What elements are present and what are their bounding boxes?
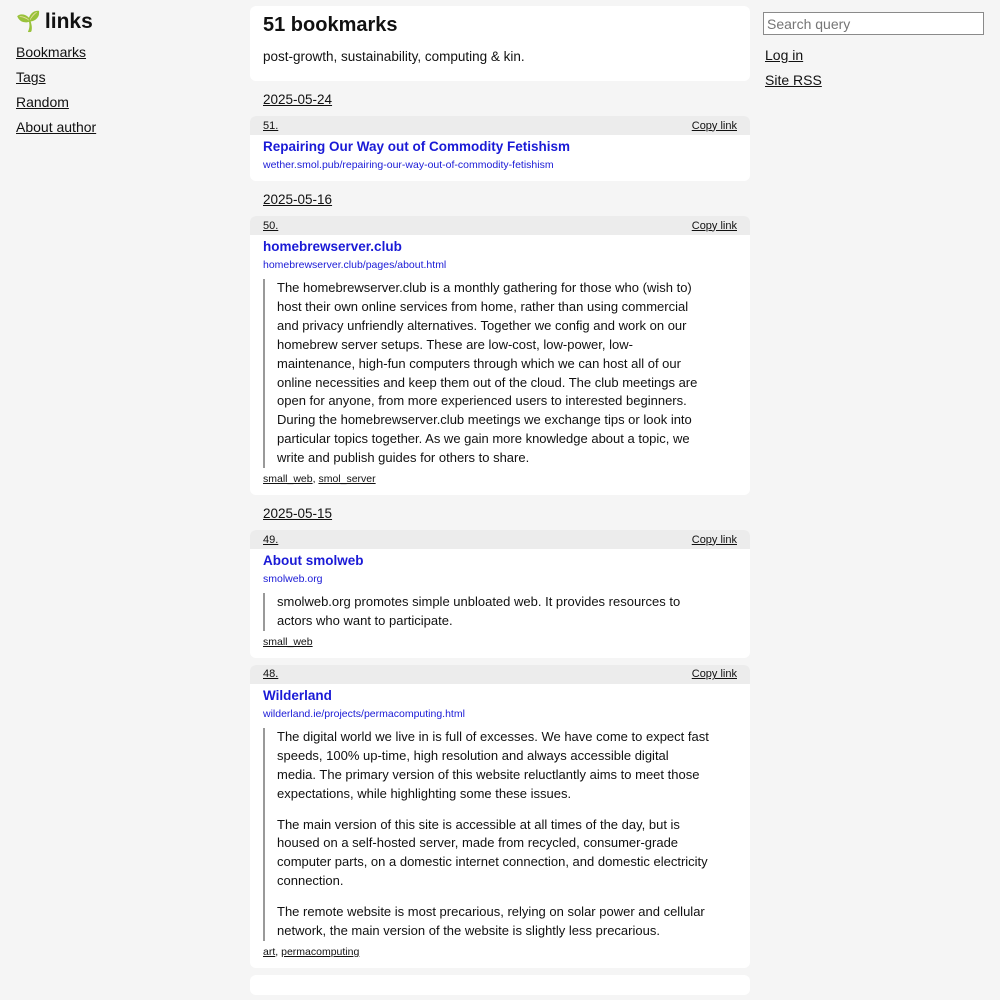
- bookmark-bar: [250, 530, 750, 549]
- date-heading[interactable]: 2025-05-24: [263, 92, 333, 107]
- copy-link-button[interactable]: Copy link: [691, 119, 737, 132]
- tag-list: small_web, smol_server: [263, 473, 376, 486]
- bookmark-bar: [250, 665, 750, 684]
- bookmark-number-link[interactable]: 48.: [263, 668, 279, 681]
- nav-about-author-link[interactable]: About author: [16, 119, 97, 135]
- quote-paragraph: The main version of this site is accessible at all times of the day, but is housed on a self-hosted server, made from recycled, consumer-grade computer parts, on a domestic internet connection, and domestic electricity connection.: [277, 816, 708, 889]
- site-title-text: links: [44, 10, 93, 33]
- date-heading[interactable]: 2025-05-16: [263, 192, 333, 207]
- tag-link[interactable]: art: [263, 945, 276, 958]
- quote-paragraph: smolweb.org promotes simple unbloated web. It provides resources to actors who want to participate.: [277, 594, 681, 628]
- left-nav: [16, 8, 216, 144]
- bookmark-url-link[interactable]: smolweb.org: [263, 573, 323, 586]
- bookmark-quote: [263, 593, 709, 631]
- bookmark-card: [250, 216, 750, 495]
- login-link[interactable]: Log in: [765, 47, 804, 63]
- bookmark-url-link[interactable]: homebrewserver.club/pages/about.html: [263, 259, 447, 271]
- main-column: [250, 6, 750, 995]
- nav-bookmarks-link[interactable]: Bookmarks: [16, 44, 87, 60]
- search-input[interactable]: [763, 12, 984, 35]
- bookmark-title-link[interactable]: Wilderland: [263, 687, 332, 703]
- site-rss-link[interactable]: Site RSS: [765, 72, 822, 88]
- date-heading[interactable]: 2025-05-15: [263, 506, 333, 522]
- bookmark-number-link[interactable]: 50.: [263, 219, 279, 232]
- header-card: [250, 6, 750, 81]
- tag-link[interactable]: small_web: [263, 635, 313, 648]
- tag-link[interactable]: permacomputing: [281, 945, 360, 958]
- bookmark-card: [250, 116, 750, 181]
- right-sidebar: [763, 12, 985, 88]
- copy-link-button[interactable]: Copy link: [691, 533, 737, 546]
- bookmark-title-link[interactable]: homebrewserver.club: [263, 239, 402, 254]
- bookmark-quote: [263, 728, 709, 941]
- tag-list: art, permacomputing: [263, 945, 360, 958]
- bookmark-url-link[interactable]: wilderland.ie/projects/permacomputing.html: [263, 707, 465, 720]
- copy-link-button[interactable]: Copy link: [691, 219, 737, 232]
- quote-paragraph: The remote website is most precarious, relying on solar power and cellular network, the main version of the website is slightly less precarious.: [277, 904, 705, 939]
- page-title: 51 bookmarks: [263, 14, 398, 36]
- copy-link-button[interactable]: Copy link: [691, 668, 737, 681]
- bookmark-number-link[interactable]: 51.: [263, 119, 279, 132]
- tag-link[interactable]: small_web: [263, 473, 313, 486]
- bookmark-bar: [250, 216, 750, 235]
- tag-list: [263, 636, 737, 648]
- nav-tags-link[interactable]: Tags: [16, 69, 46, 85]
- bookmark-card: [250, 665, 750, 968]
- bookmark-url-link[interactable]: wether.smol.pub/repairing-our-way-out-of-commodity-fetishism: [263, 159, 554, 171]
- bookmark-card: [250, 975, 750, 995]
- bookmark-title-link[interactable]: About smolweb: [263, 553, 364, 569]
- bookmark-number-link[interactable]: 49.: [263, 533, 279, 546]
- bookmark-title-link[interactable]: Repairing Our Way out of Commodity Fetishism: [263, 139, 571, 154]
- quote-paragraph: The homebrewserver.club is a monthly gathering for those who (wish to) host their own online services from home, rather than using commercial and privacy unfriendly alternatives. Together we config and work on our homebrew server setups. These are low-cost, low-power, low-maintenance, high-fun computers through which we can host all of our online necessities and keep them out of the cloud. The club meetings are open for anyone, from more experienced users to interested beginners. During the homebrewserver.club meetings we exchange tips or look into particular topics together. As we gain more knowledge about a topic, we write and publish guides for others to share.: [277, 280, 698, 466]
- tag-link[interactable]: smol_server: [318, 473, 376, 486]
- site-title[interactable]: [16, 8, 216, 36]
- bookmark-bar: [250, 116, 750, 135]
- quote-paragraph: The digital world we live in is full of excesses. We have come to expect fast speeds, 100% up-time, high resolution and always accessible digital media. The primary version of this website reluctlantly aims to meet those expectations, while highlighting some these issues.: [277, 728, 709, 801]
- bookmark-card: [250, 530, 750, 658]
- sprout-icon: 🌱: [16, 11, 41, 33]
- bookmark-quote: [263, 279, 709, 468]
- page-subtitle: post-growth, sustainability, computing & kin.: [263, 49, 525, 64]
- nav-random-link[interactable]: Random: [16, 94, 69, 110]
